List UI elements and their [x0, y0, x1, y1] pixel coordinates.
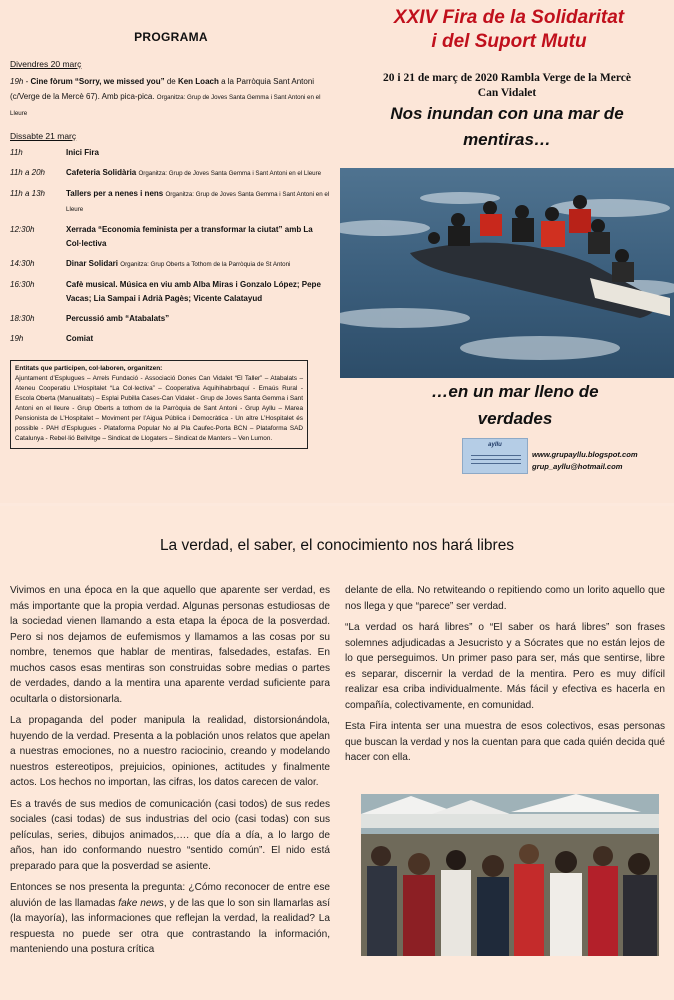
fira-title-line1: XXIV Fira de la Solidaritat [393, 7, 625, 28]
schedule-time: 19h [10, 334, 24, 343]
schedule-event-title: Cafeteria Solidària [66, 168, 137, 177]
schedule-event-title: Inici Fira [66, 148, 99, 157]
friday-organizer: Organitza: Grup de Joves Santa Gemma i Sant Antoni en el Lleure [10, 94, 321, 117]
article-paragraph: delante de ella. No retwiteando o repitiendo como un lorito aquello que nos llega y que “parece” ser verdad. [345, 585, 665, 612]
email-link[interactable]: grup_ayllu@hotmail.com [532, 462, 623, 471]
fira-title-line2: i del Suport Mutu [431, 31, 587, 52]
schedule-row [10, 146, 332, 166]
poster-panel [340, 0, 674, 503]
programa-panel [0, 0, 340, 503]
schedule-time: 18:30h [10, 314, 35, 323]
friday-event: 19h - Cine fòrum “Sorry, we missed you” de Ken Loach a la Parròquia Sant Antoni (c/Verge de la Mercè 67). Amb pica-pica. Organitza: Grup de Joves Santa Gemma i Sant Antoni en el Lleure [10, 77, 321, 117]
slogan-top-line1: Nos inundan con una mar de [390, 104, 624, 123]
saturday-heading: Dissabte 21 març [10, 131, 77, 141]
entitats-box [10, 360, 308, 449]
article-column-2 [345, 583, 665, 772]
slogan-bottom-line1: …en un mar lleno de [431, 382, 599, 401]
fair-crowd-photo [361, 794, 659, 956]
fira-date-place [340, 71, 674, 101]
schedule-time: 11h a 20h [10, 168, 45, 177]
friday-place: a la Parròquia Sant Antoni (c/Verge de la Mercè 67). Amb pica-pica. [10, 77, 315, 101]
friday-event-by: de [166, 77, 176, 86]
schedule-row [10, 278, 332, 312]
schedule-event-detail: amb La Col·lectiva [66, 225, 313, 248]
schedule-time: 11h [10, 148, 23, 157]
article-column-1 [10, 583, 330, 964]
schedule-event-title: Tallers per a nenes i nens [66, 189, 164, 198]
schedule-row [10, 187, 332, 223]
schedule-event [66, 223, 332, 257]
schedule-event-title: Comiat [66, 334, 94, 343]
ayllu-logo [462, 438, 528, 474]
slogan-top [340, 101, 674, 153]
crowd-illustration [361, 794, 659, 956]
schedule-event [66, 146, 332, 166]
schedule-event [66, 332, 332, 352]
friday-heading: Divendres 20 març [10, 59, 82, 69]
entitats-heading: Entitats que participen, col·laboren, organitzen: [15, 365, 163, 372]
migrants-boat-photo [340, 168, 674, 378]
schedule-row [10, 312, 332, 332]
article-paragraph: Esta Fira intenta ser una muestra de esos colectivos, esas personas que buscan la verdad y nos la cuentan para que cada quién decida qué hacer con ella. [345, 721, 665, 763]
logo-line [471, 455, 521, 456]
schedule-event-title: Xerrada “Economia feminista per a transformar la ciutat” [66, 225, 283, 234]
schedule-event [66, 312, 332, 332]
schedule-event [66, 278, 332, 312]
article-paragraph: Vivimos en una época en la que aquello que aparente ser verdad, es más importante que la propia verdad. Algunas personas estudiosas de la sociedad vienen llamando a esta etapa la época de la posverdad. Pero si nos dejamos de eufemismos y llamamos a las cosas por su nombre, tenemos que hablar de mentiras, falsedades, estafas. En muchos casos esas mentiras son construidas sobre medias o partes de verdades, dando a la mentira una aparente verdad suficiente para ocultarla o distorsionarla. [10, 585, 330, 705]
schedule-row [10, 223, 332, 257]
website-link[interactable]: www.grupayllu.blogspot.com [532, 450, 638, 459]
contacts [532, 449, 638, 473]
schedule-event-detail: Organitza: Grup de Joves Santa Gemma i Sant Antoni en el Lleure [138, 170, 322, 177]
schedule-event-detail: amb “Atabalats” [106, 314, 170, 323]
slogan-bottom-line2: verdades [477, 409, 553, 428]
schedule-table [10, 146, 332, 352]
schedule-time: 12:30h [10, 225, 35, 234]
schedule-row [10, 257, 332, 278]
fira-place: Can Vidalet [477, 87, 537, 99]
article-paragraph: Entonces se nos presenta la pregunta: ¿Cómo reconocer de entre ese aluvión de las llamadas fake news, y de las que lo son sin llamarlas así (la mayoría), las informaciones que reflejan la verdad, la realidad? La respuesta no puede ser otra que contrastando la información, manteniendo una postura crítica [10, 882, 330, 955]
slogan-bottom [380, 378, 650, 432]
friday-event-title: Cine fòrum “Sorry, we missed you” [30, 77, 165, 86]
logo-line [471, 463, 521, 464]
schedule-time: 11h a 13h [10, 189, 45, 198]
entitats-text: Ajuntament d’Esplugues – Arrels Fundació - Associació Dones Can Vidalet “El Taller” – Atabalats – Ateneu Cooperatiu L’Hospitalet “La Col·lectiva” – Cooperativa Aquihihabrbaquí - Emaús Rural - Escola Oberta (Manualitats) – Esplai Pubilla Cases-Can Vidalet - Grup de Joves Santa Gemma i Sant Antoni en el lleure - Grup Oberts a tothom de la Parròquia de Sant Antoni - Grup Ayllu – Marea Pensionista de L’Hospitalet – Moviment per l’Aigua Pública i Democràtica - Un altre L’Hospitalet és possible - PAH d’Esplugues - Plataforma Popular No al Pla Caufec-Porta BCN – Plataforma SAD Catalunya - Rebel·lió Bellvitge – Sindicat de Llogaters – Sindicat de Manters – Ven Lumon. [15, 375, 303, 442]
schedule-row [10, 166, 332, 187]
schedule-event-detail: Organitza: Grup de Joves Santa Gemma i Sant Antoni en el Lleure [66, 191, 330, 213]
schedule-event [66, 187, 332, 223]
schedule-event-title: Percussió [66, 314, 105, 323]
schedule-row [10, 332, 332, 352]
schedule-time: 14:30h [10, 259, 35, 268]
article-headline: La verdad, el saber, el conocimiento nos hará libres [159, 537, 515, 554]
article-paragraph: La propaganda del poder manipula la realidad, distorsionándola, huyendo de la verdad. Presenta a la población unos relatos que apelan a nuestras emociones, no a nuestro raciocinio, creando y modelando nuestros estereotipos, prejuicios, opiniones, actitudes y finalmente actos. Los hechos no importan, las cifras, los datos carecen de valor. [10, 715, 330, 788]
fira-date: 20 i 21 de març de 2020 Rambla Verge de la Mercè [383, 72, 631, 84]
article-paragraph: Es a través de sus medios de comunicación (casi todos) de sus redes sociales (casi todas) de sus industrias del ocio (casi todas) con sus películas, series, dibujos animados,…. que día a día, a lo largo de años, han ido conformando nuestro “sentido común”. El nido está preparado para que la posverdad se asiente. [10, 798, 330, 872]
schedule-event-title: Cafè musical. Música en viu [66, 280, 173, 289]
schedule-event-title: Dinar Solidari [66, 259, 119, 268]
article-paragraph: “La verdad os hará libres” o “El saber os hará libres” son frases solemnes adjudicadas a Jesucristo y a Sócrates que no están lejos de lo que perseguimos. Un primer paso para ser, más que sentirse, libre es separar, discernir la verdad de la mentira. Pero es muy difícil realizar esa criba individualmente. Más fácil y efectiva es hacerla en compañía, colectivamente, en comunidad. [345, 622, 665, 711]
schedule-time: 16:30h [10, 280, 35, 289]
fira-title [348, 6, 670, 54]
schedule-event [66, 166, 332, 187]
slogan-top-line2: mentiras… [463, 130, 551, 149]
logo-line [471, 459, 521, 460]
programa-title: PROGRAMA [134, 30, 208, 44]
schedule-event-detail: Organitza: Grup Oberts a Tothom de la Parròquia de St Antoni [120, 261, 291, 268]
schedule-event-detail: amb Alba Miras i Gonzalo López; Pepe Vacas; Lia Sampai i Adrià Pagès; Vicente Calatayud [66, 280, 321, 303]
friday-director: Ken Loach [177, 77, 219, 86]
sea-boat-illustration [340, 168, 674, 378]
ayllu-logo-text: ayllu [488, 442, 502, 448]
schedule-event [66, 257, 332, 278]
friday-time: 19h [10, 77, 24, 86]
